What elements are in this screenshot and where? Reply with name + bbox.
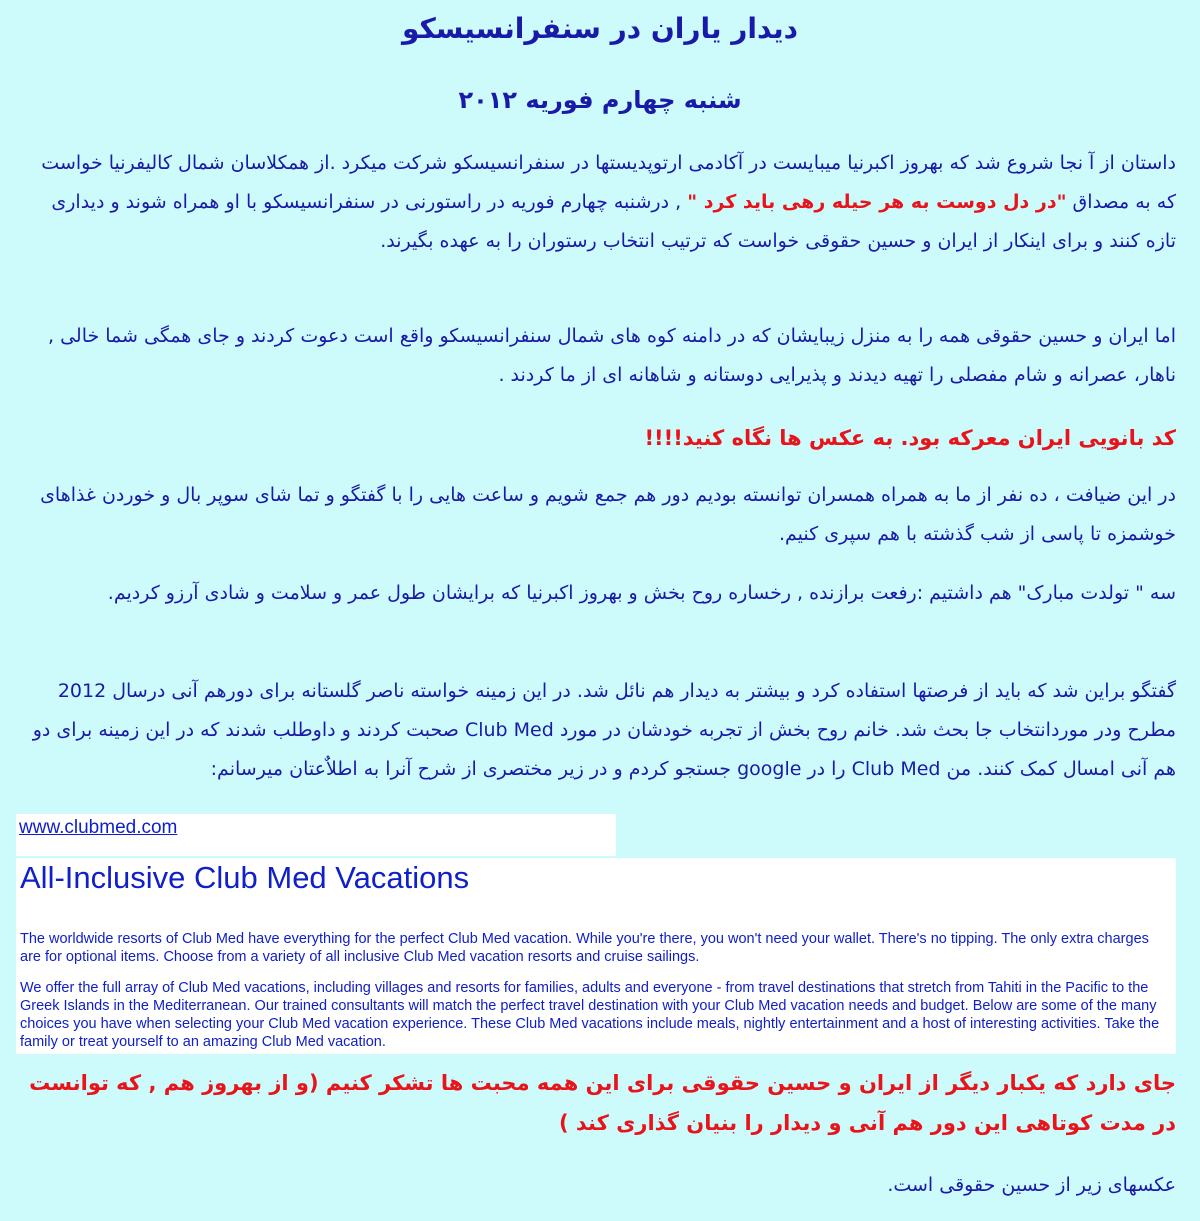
intro-text-1: داستان از آ نجا شروع شد که بهروز اکبرنیا میبایست در آکادمی ارتوپدیستها در سنفرانسیسکو شرکت میکرد .از همکلاسان شمال کالیفرنیا خواست که به مصداق <box>41 152 1176 213</box>
photo-credit: عکسهای زیر از حسین حقوقی است. <box>887 1174 1176 1196</box>
clubmed-excerpt <box>16 858 1176 1054</box>
page-title: دیدار یاران در سنفرانسیسکو <box>401 12 799 45</box>
page-date: شنبه چهارم فوریه ۲۰۱۲ <box>458 86 742 114</box>
red-note: کد بانویی ایران معرکه بود. به عکس ها نگاه کنید!!!! <box>644 426 1176 450</box>
clubmed-paragraph-1: The worldwide resorts of Club Med have everything for the perfect Club Med vacation. While you're there, you won't need your wallet. There's no tipping. The only extra charges are for optional items. Choose from a variety of all inclusive Club Med vacation resorts and cruise sailings. <box>20 931 1149 965</box>
intro-quote: "در دل دوست به هر حیله رهی باید کرد " <box>687 191 1067 213</box>
paragraph-party: در این ضیافت ، ده نفر از ما به همراه همسران توانسته بودیم دور هم جمع شویم و ساعت هایی را با گفتگو و تما شای سوپر بال و خوردن غذاهای خوشمزه تا پاسی از شب گذشته با هم سپری کنیم. <box>40 484 1176 545</box>
clubmed-heading: All-Inclusive Club Med Vacations <box>20 860 470 895</box>
paragraph-intro <box>18 144 1176 261</box>
intro-text-2: , درشنبه چهارم فوریه در راستورنی در سنفرانسیسکو با او همراه شوند و دیداری تازه کنند و برای اینکار از ایران و حسین حقوقی خواست که ترتیب انتخاب رستوران را به عهده بگیرند. <box>51 191 1176 252</box>
paragraph-birthdays: سه " تولدت مبارک" هم داشتیم :رفعت برازنده , رخساره روح بخش و بهروز اکبرنیا که برایشان طول عمر و سلامت و شادی آرزو کردیم. <box>107 582 1176 604</box>
link-box <box>16 814 616 856</box>
clubmed-paragraph-2: We offer the full array of Club Med vacations, including villages and resorts for families, adults and everyone - from travel destinations that stretch from Tahiti in the Pacific to the Greek Islands in the Mediterranean. Our trained consultants will match the perfect travel destination with your Club Med vacation needs and budget. Below are some of the many choices you have when selecting your Club Med vacation experience. These Club Med vacations include meals, nightly entertainment and a host of interesting activities. Take the family or treat yourself to an amazing Club Med vacation. <box>20 980 1160 1050</box>
thanks-note: جای دارد که یکبار دیگر از ایران و حسین حقوقی برای این همه محبت ها تشکر کنیم (و از بهروز هم , که توانست در مدت کوتاهی این دور هم آنی و دیدار را بنیان گذاری کند ) <box>29 1071 1176 1135</box>
clubmed-link[interactable]: www.clubmed.com <box>19 817 178 838</box>
paragraph-clubmed-plan: گفتگو براین شد که باید از فرصتها استفاده کرد و بیشتر به دیدار هم نائل شد. در این زمینه خواسته ناصر گلستانه برای دورهم آنی درسال 2012 مطرح ودر موردانتخاب جا بحث شد. خانم روح بخش از تجربه خودشان در مورد Club Med صحبت کردند و داوطلب شدند که در این زمینه برای دو هم آنی امسال کمک کنند. من Club Med را در google جستجو کردم و در زیر مختصری از شرح آنرا به اطلاٌعتان میرسانم: <box>32 680 1176 780</box>
paragraph-hosts: اما ایران و حسین حقوقی همه را به منزل زیبایشان که در دامنه کوه های شمال سنفرانسیسکو واقع است دعوت کردند و جای همگی شما خالی , ناهار، عصرانه و شام مفصلی را تهیه دیدند و پذیرایی دوستانه و شاهانه ای از ما کردند . <box>47 325 1176 386</box>
